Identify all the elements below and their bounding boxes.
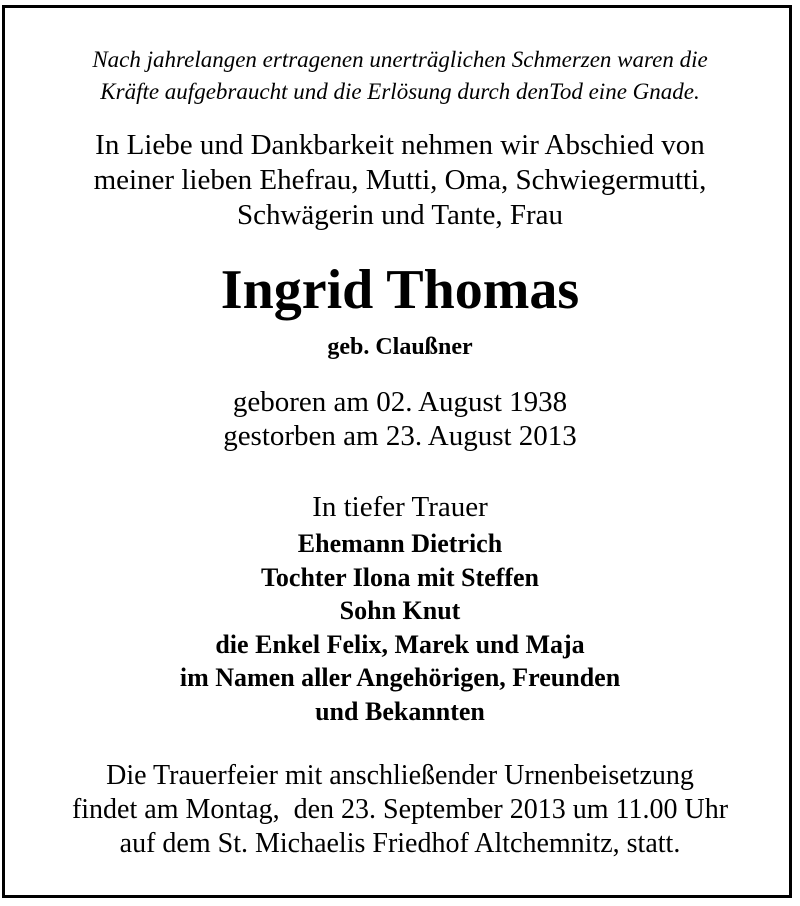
motto-line: Kräfte aufgebraucht und die Erlösung durch denTod eine Gnade.	[100, 79, 700, 104]
intro-line: Schwägerin und Tante, Frau	[236, 199, 564, 231]
motto-quote	[0, 44, 800, 108]
deceased-name: Ingrid Thomas	[220, 259, 580, 321]
motto-line: Nach jahrelangen ertragenen unerträglichen Schmerzen waren die	[92, 47, 708, 72]
funeral-line: auf dem St. Michaelis Friedhof Altchemnitz, statt.	[119, 828, 681, 859]
funeral-details	[0, 759, 800, 861]
funeral-line: findet am Montag, den 23. September 2013 um 11.00 Uhr	[71, 794, 729, 825]
death-date: gestorben am 23. August 2013	[223, 420, 577, 452]
intro-line: In Liebe und Dankbarkeit nehmen wir Abschied von	[95, 129, 705, 161]
maiden-name: geb. Claußner	[327, 334, 473, 360]
mourning-heading: In tiefer Trauer	[312, 491, 488, 523]
mourner-line: im Namen aller Angehörigen, Freunden	[179, 663, 621, 692]
mourner-line: die Enkel Felix, Marek und Maja	[215, 629, 585, 659]
intro-line: meiner lieben Ehefrau, Mutti, Oma, Schwiegermutti,	[93, 164, 707, 196]
mourner-line: und Bekannten	[315, 696, 485, 726]
funeral-line: Die Trauerfeier mit anschließender Urnenbeisetzung	[106, 760, 694, 791]
farewell-intro	[0, 128, 800, 233]
mourner-line: Tochter Ilona mit Steffen	[260, 562, 540, 592]
birth-date: geboren am 02. August 1938	[232, 386, 568, 418]
life-dates	[0, 385, 800, 453]
mourners-list	[0, 527, 800, 728]
mourner-line: Sohn Knut	[339, 596, 461, 625]
mourner-line: Ehemann Dietrich	[297, 529, 503, 558]
